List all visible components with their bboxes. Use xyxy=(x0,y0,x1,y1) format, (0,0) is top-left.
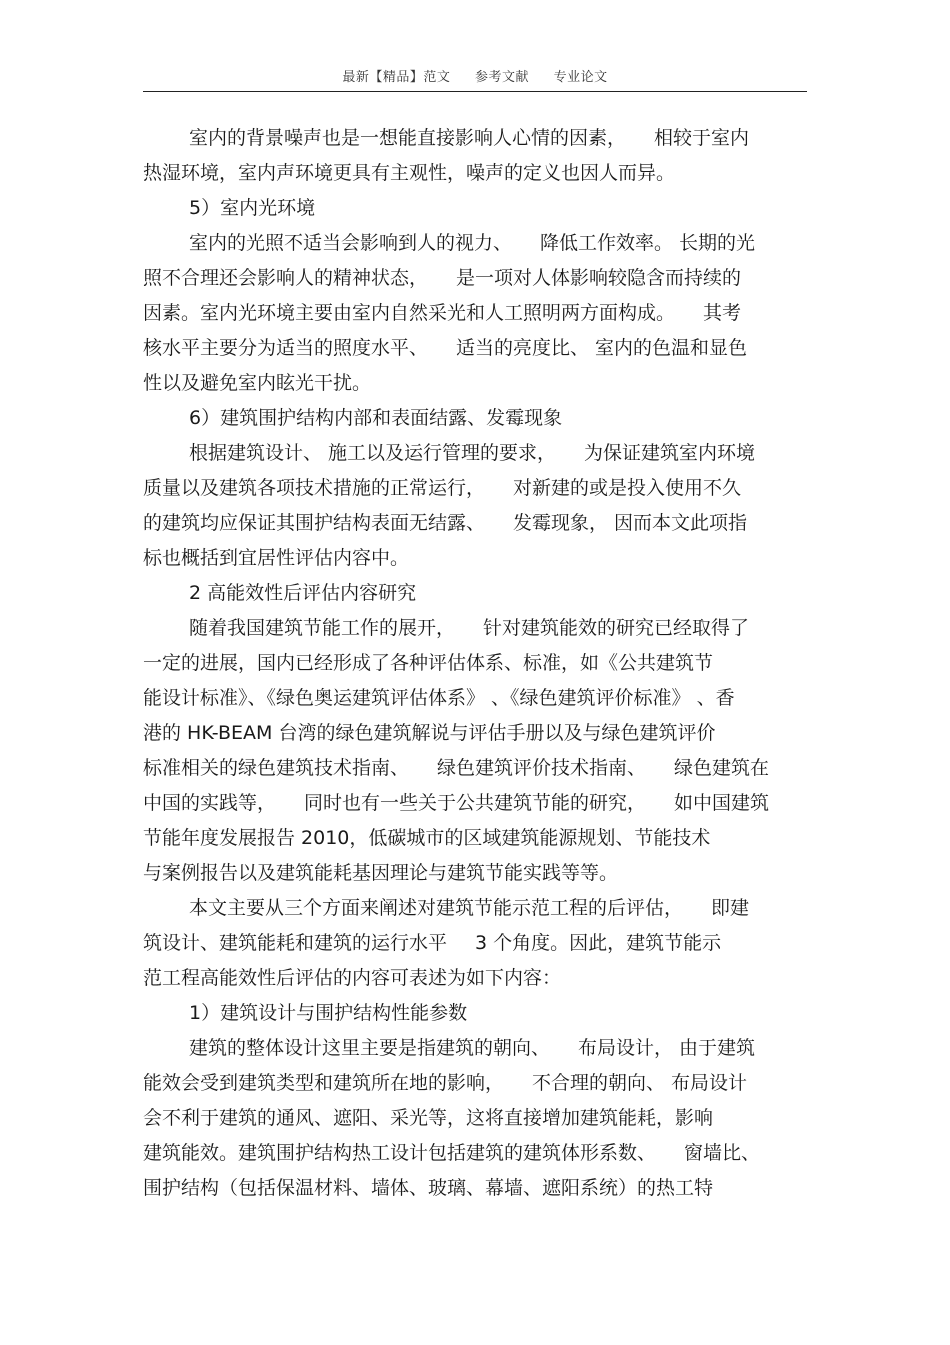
text-segment: 建筑能效。建筑围护结构热工设计包括建筑的建筑体形系数、 xyxy=(143,1142,657,1164)
text-segment: 6）建筑围护结构内部和表面结露、发霉现象 xyxy=(189,407,563,429)
text-segment: 的建筑均应保证其围护结构表面无结露、 xyxy=(143,512,486,534)
text-segment: 2 高能效性后评估内容研究 xyxy=(189,582,417,604)
text-segment: 发霉现象， 因而本文此项指 xyxy=(513,512,748,534)
text-line xyxy=(143,1101,807,1136)
text-line xyxy=(143,541,807,576)
text-segment: 根据建筑设计、 施工以及运行管理的要求， xyxy=(189,442,557,464)
text-segment: 中国的实践等， xyxy=(143,792,277,814)
header-rule xyxy=(143,91,807,92)
text-segment: 3 个角度。因此，建筑节能示 xyxy=(475,932,722,954)
text-line xyxy=(143,856,807,891)
text-segment: 如中国建筑 xyxy=(674,792,770,814)
text-segment: 即建 xyxy=(711,897,750,919)
text-segment: 降低工作效率。 长期的光 xyxy=(540,232,756,254)
text-segment: 其考 xyxy=(703,302,742,324)
text-segment: 相较于室内 xyxy=(654,127,750,149)
text-line xyxy=(143,226,807,261)
text-segment: 同时也有一些关于公共建筑节能的研究， xyxy=(304,792,647,814)
text-segment: 与案例报告以及建筑能耗基因理论与建筑节能实践等等。 xyxy=(143,862,619,884)
text-segment: 针对建筑能效的研究已经取得了 xyxy=(483,617,750,639)
text-line xyxy=(143,926,807,961)
text-line xyxy=(143,436,807,471)
text-segment: 适当的亮度比、 室内的色温和显色 xyxy=(456,337,748,359)
text-line xyxy=(143,366,807,401)
text-segment: 围护结构（包括保温材料、墙体、玻璃、幕墙、遮阳系统）的热工特 xyxy=(143,1177,714,1199)
text-segment: 5）室内光环境 xyxy=(189,197,316,219)
text-segment: 为保证建筑室内环境 xyxy=(584,442,756,464)
text-line xyxy=(143,786,807,821)
text-segment: 照不合理还会影响人的精神状态， xyxy=(143,267,429,289)
text-segment: 核水平主要分为适当的照度水平、 xyxy=(143,337,429,359)
text-segment: 随着我国建筑节能工作的展开， xyxy=(189,617,456,639)
text-segment: 筑设计、建筑能耗和建筑的运行水平 xyxy=(143,932,448,954)
text-segment: 窗墙比、 xyxy=(684,1142,761,1164)
text-line xyxy=(143,506,807,541)
text-line xyxy=(143,331,807,366)
text-line xyxy=(143,156,807,191)
text-segment: 能效会受到建筑类型和建筑所在地的影响， xyxy=(143,1072,505,1094)
text-line xyxy=(143,191,807,226)
text-line xyxy=(143,961,807,996)
text-segment: 标准相关的绿色建筑技术指南、 xyxy=(143,757,410,779)
text-segment: 对新建的或是投入使用不久 xyxy=(513,477,742,499)
text-line xyxy=(143,1066,807,1101)
header-item: 最新【精品】范文 xyxy=(342,70,451,85)
text-line xyxy=(143,401,807,436)
text-line xyxy=(143,296,807,331)
body-text xyxy=(143,121,807,1206)
text-line xyxy=(143,471,807,506)
text-segment: 因素。室内光环境主要由室内自然采光和人工照明两方面构成。 xyxy=(143,302,676,324)
text-line xyxy=(143,611,807,646)
text-line xyxy=(143,1031,807,1066)
header-item: 专业论文 xyxy=(553,70,608,85)
text-line xyxy=(143,261,807,296)
text-segment: 室内的光照不适当会影响到人的视力、 xyxy=(189,232,513,254)
page-header xyxy=(0,66,950,85)
text-segment: 室内的背景噪声也是一想能直接影响人心情的因素， xyxy=(189,127,627,149)
text-segment: 一定的进展，国内已经形成了各种评估体系、标准，如《公共建筑节 xyxy=(143,652,714,674)
text-segment: 会不利于建筑的通风、遮阳、采光等，这将直接增加建筑能耗，影响 xyxy=(143,1107,714,1129)
text-line xyxy=(143,1171,807,1206)
text-segment: 节能年度发展报告 2010，低碳城市的区域建筑能源规划、节能技术 xyxy=(143,827,711,849)
text-line xyxy=(143,891,807,926)
text-line xyxy=(143,681,807,716)
header-item: 参考文献 xyxy=(474,70,529,85)
text-segment: 是一项对人体影响较隐含而持续的 xyxy=(456,267,742,289)
text-segment: 港的 HK-BEAM 台湾的绿色建筑解说与评估手册以及与绿色建筑评价 xyxy=(143,722,716,744)
text-segment: 标也概括到宜居性评估内容中。 xyxy=(143,547,410,569)
text-line xyxy=(143,996,807,1031)
text-line xyxy=(143,751,807,786)
text-line xyxy=(143,821,807,856)
text-segment: 本文主要从三个方面来阐述对建筑节能示范工程的后评估， xyxy=(189,897,684,919)
text-segment: 范工程高能效性后评估的内容可表述为如下内容： xyxy=(143,967,562,989)
text-segment: 质量以及建筑各项技术措施的正常运行， xyxy=(143,477,486,499)
text-segment: 1）建筑设计与围护结构性能参数 xyxy=(189,1002,468,1024)
text-segment: 能设计标准》、《绿色奥运建筑评估体系》 、《绿色建筑评价标准》 、香 xyxy=(143,687,735,709)
text-segment: 绿色建筑评价技术指南、 xyxy=(437,757,647,779)
text-segment: 绿色建筑在 xyxy=(674,757,770,779)
text-line xyxy=(143,121,807,156)
text-segment: 性以及避免室内眩光干扰。 xyxy=(143,372,372,394)
text-segment: 建筑的整体设计这里主要是指建筑的朝向、 xyxy=(189,1037,551,1059)
text-line xyxy=(143,716,807,751)
text-segment: 不合理的朝向、 布局设计 xyxy=(532,1072,748,1094)
text-line xyxy=(143,1136,807,1171)
text-line xyxy=(143,576,807,611)
text-line xyxy=(143,646,807,681)
text-segment: 布局设计， 由于建筑 xyxy=(578,1037,756,1059)
text-segment: 热湿环境，室内声环境更具有主观性，噪声的定义也因人而异。 xyxy=(143,162,676,184)
